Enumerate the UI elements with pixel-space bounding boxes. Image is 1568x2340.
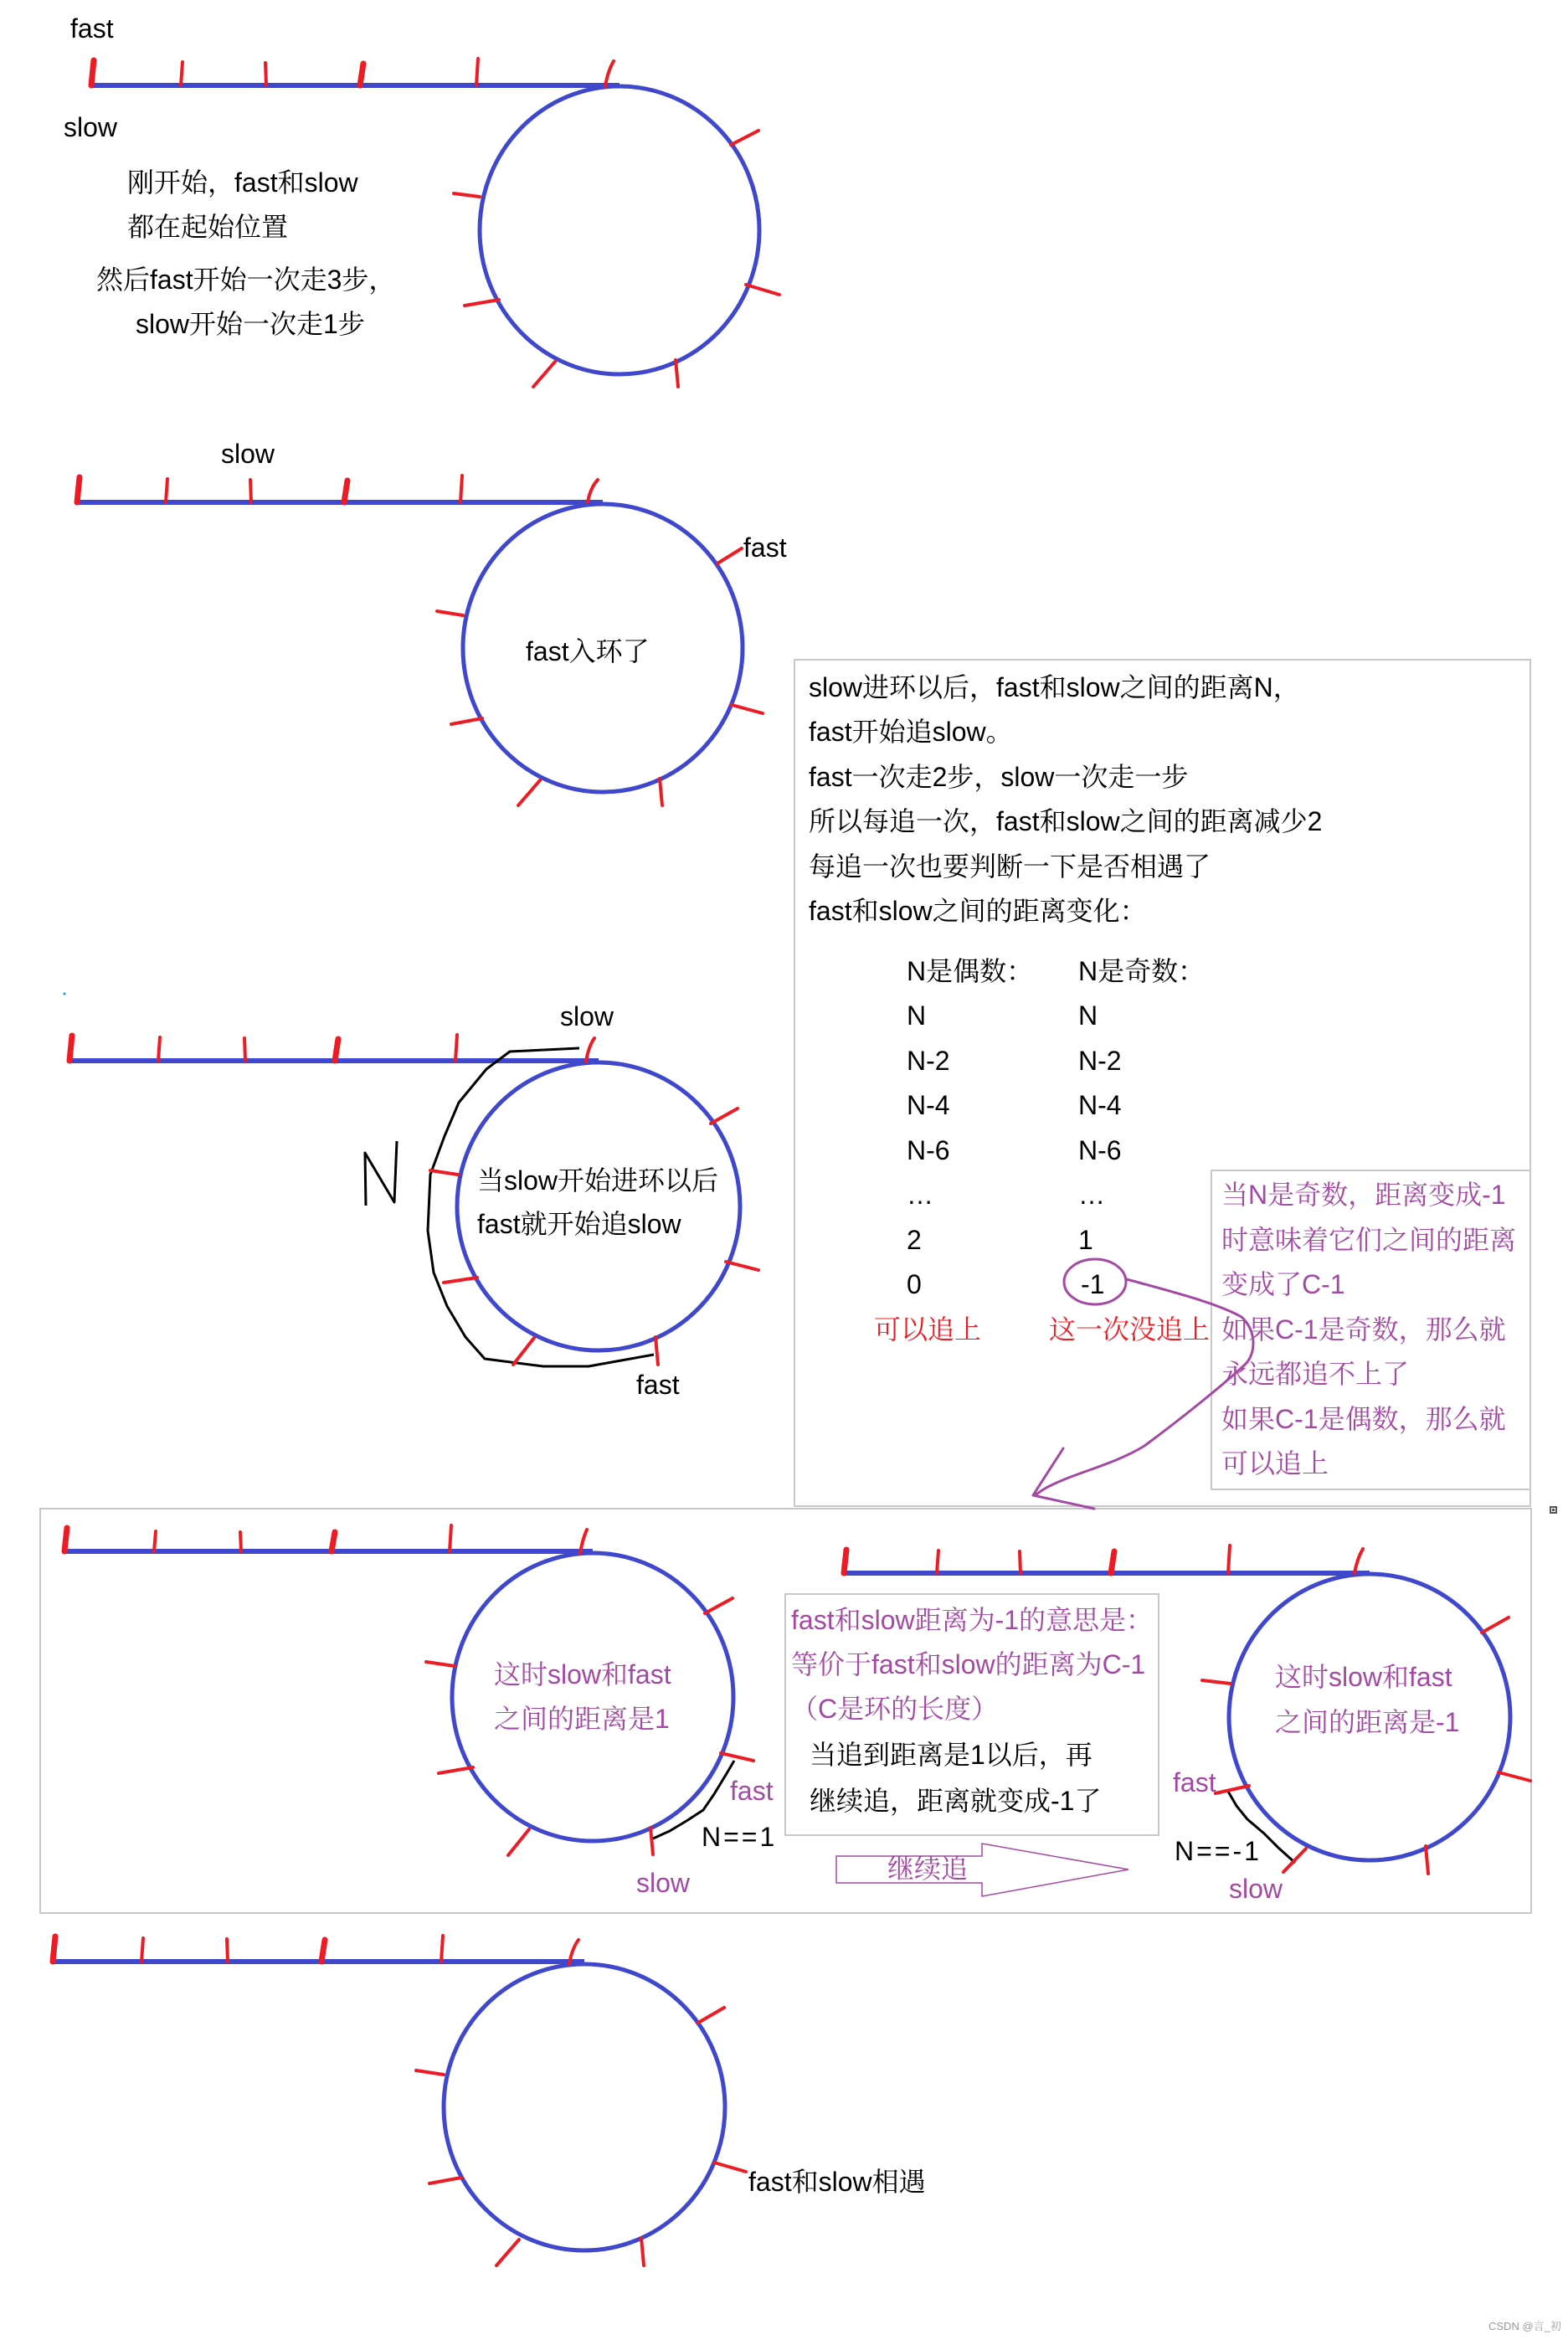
odd-case-note-line: 永远都追不上了 [1221, 1359, 1410, 1389]
stage4-right-fast-label: fast [1173, 1767, 1216, 1797]
odd-case-note-line: 可以追上 [1221, 1448, 1329, 1479]
stage4-note-line: （C是环的长度） [791, 1694, 999, 1724]
continue-arrow-shape [836, 1844, 1128, 1896]
stage2-diagram [77, 476, 763, 805]
stage4-left-ring-text: 之间的距离是1 [494, 1704, 670, 1734]
node-ticks [69, 1035, 758, 1365]
stage1-caption-line: slow开始一次走1步 [136, 309, 365, 339]
stray-dot [64, 993, 66, 995]
explanation-line: fast一次走2步，slow一次走一步 [809, 762, 1189, 792]
table-cell-odd: N [1078, 1000, 1098, 1031]
table-cell-odd: 1 [1078, 1225, 1093, 1255]
stage4-left-slow-label: slow [636, 1868, 691, 1898]
stage2-fast-label: fast [743, 532, 787, 563]
stage4-left-fast-label: fast [730, 1776, 774, 1806]
table-cell-even: … [907, 1180, 933, 1210]
stage2-ring-text: fast入环了 [526, 636, 650, 666]
table-cell-even: N-4 [907, 1090, 950, 1120]
handdrawn-n-label [365, 1141, 397, 1206]
stage4-note-line: 等价于fast和slow的距离为C-1 [791, 1649, 1146, 1679]
explanation-line: 所以每追一次，fast和slow之间的距离减少2 [809, 806, 1323, 836]
node-ticks [53, 1936, 746, 2265]
stage1-slow-label: slow [64, 112, 118, 142]
stage5-meet-label: fast和slow相遇 [748, 2167, 926, 2197]
table-header-even: N是偶数： [907, 956, 1034, 986]
table-cell-even: 2 [907, 1225, 922, 1255]
curved-arrow [1035, 1279, 1253, 1495]
table-cell-odd: N-2 [1078, 1046, 1122, 1076]
table-cell-even: 0 [907, 1269, 922, 1299]
cycle-ring [480, 86, 759, 374]
stage4-right-ring-text: 之间的距离是-1 [1275, 1707, 1460, 1737]
node-ticks [77, 476, 763, 805]
continue-arrow-label: 继续追 [887, 1854, 969, 1884]
outcome-even: 可以追上 [874, 1314, 982, 1345]
outcome-odd: 这一次没追上 [1049, 1314, 1211, 1345]
stage1-fast-label: fast [70, 13, 114, 44]
stage4-note-line: 当追到距离是1以后，再 [810, 1740, 1092, 1770]
cycle-ring [452, 1553, 733, 1841]
stage4-left-ring-text: 这时slow和fast [494, 1659, 671, 1689]
stage3-fast-label: fast [636, 1370, 680, 1400]
explanation-line: slow进环以后，fast和slow之间的距离N， [809, 672, 1300, 702]
stage4-right-slow-label: slow [1229, 1874, 1283, 1904]
explanation-line: 每追一次也要判断一下是否相遇了 [809, 851, 1211, 882]
stage1-caption-line: 然后fast开始一次走3步， [96, 265, 396, 295]
table-cell-odd: … [1078, 1180, 1105, 1210]
cycle-ring [444, 1964, 725, 2250]
table-cell-even: N-2 [907, 1046, 950, 1076]
odd-case-note-line: 当N是奇数，距离变成-1 [1221, 1180, 1506, 1210]
odd-case-note-line: 如果C-1是奇数，那么就 [1221, 1314, 1506, 1345]
stage4-note-line: fast和slow距离为-1的意思是： [791, 1605, 1154, 1635]
stage3-ring-text: fast就开始追slow [477, 1209, 681, 1239]
explanation-line: fast和slow之间的距离变化： [809, 896, 1147, 926]
odd-case-note-line: 变成了C-1 [1221, 1269, 1345, 1299]
stage3-slow-label: slow [560, 1001, 614, 1031]
odd-case-pointer [1033, 1259, 1253, 1509]
odd-case-note-line: 时意味着它们之间的距离 [1221, 1225, 1517, 1255]
table-cell-odd: -1 [1081, 1269, 1105, 1299]
table-cell-odd: N-6 [1078, 1135, 1122, 1165]
stage2-slow-label: slow [221, 439, 275, 469]
cycle-ring [457, 1062, 740, 1350]
watermark: CSDN @言_初 [1488, 2320, 1561, 2332]
stage4-note-line: 继续追，距离就变成-1了 [810, 1786, 1102, 1816]
stage1-caption-line: 都在起始位置 [127, 212, 289, 242]
table-cell-even: N [907, 1000, 927, 1031]
table-cell-even: N-6 [907, 1135, 950, 1165]
stage4-right-distance-label: N==-1 [1175, 1836, 1262, 1866]
table-header-odd: N是奇数： [1078, 956, 1206, 986]
explanation-line: fast开始追slow。 [809, 717, 1013, 747]
stage5-diagram [53, 1936, 746, 2265]
stage4-right-ring-text: 这时slow和fast [1275, 1662, 1452, 1692]
odd-case-note-line: 如果C-1是偶数，那么就 [1221, 1404, 1506, 1434]
stage4-left-distance-label: N==1 [702, 1822, 778, 1852]
stage1-caption-line: 刚开始，fast和slow [127, 167, 358, 198]
table-cell-odd: N-4 [1078, 1090, 1122, 1120]
stage3-ring-text: 当slow开始进环以后 [477, 1165, 719, 1196]
